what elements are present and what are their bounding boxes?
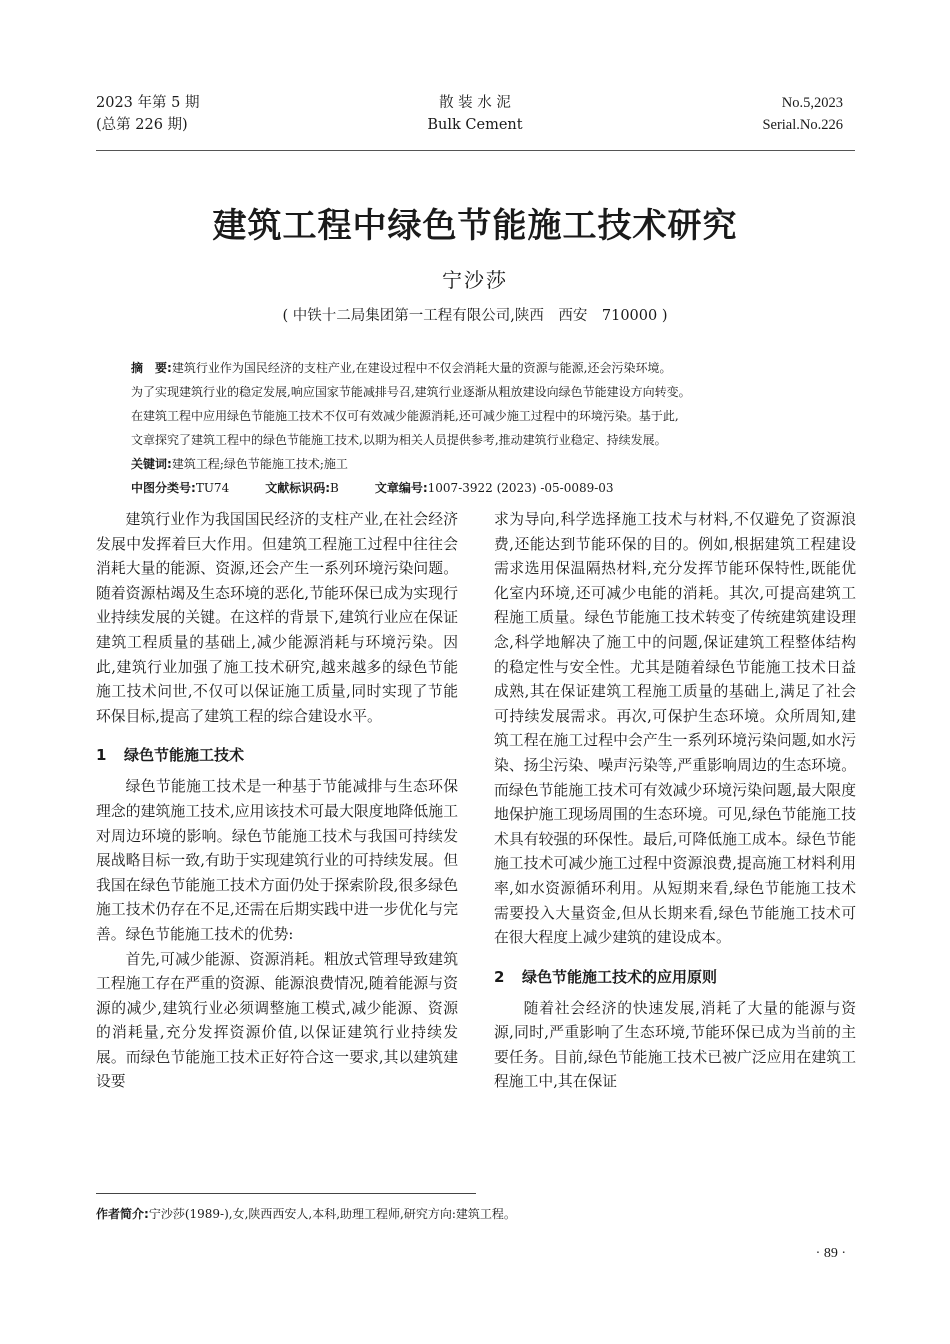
footnote-rule: [96, 1193, 476, 1194]
clc-label: 中图分类号:: [131, 481, 196, 495]
abstract-label: 摘 要:: [131, 361, 172, 375]
author-affiliation: ( 中铁十二局集团第一工程有限公司,陕西 西安 710000 ): [282, 308, 668, 324]
page-number: · 89 ·: [815, 1246, 846, 1261]
body-paragraph: 随着社会经济的快速发展,消耗了大量的能源与资源,同时,严重影响了生态环境,节能环保已成为当前的主要任务。目前,绿色节能施工技术已被广泛应用在建筑工程施工中,其在保证: [494, 999, 856, 1091]
header-rule: [96, 150, 855, 151]
header-right: [762, 92, 843, 136]
abstract-line-1: 摘 要:建筑行业作为国民经济的支柱产业,在建设过程中不仅会消耗大量的资源与能源,还会污染环境。: [131, 361, 672, 375]
author-name: 宁沙莎: [442, 268, 508, 292]
author-footnote: [96, 1204, 516, 1224]
doc-code-value: B: [330, 481, 339, 495]
issue-label: 2023 年第 5 期: [96, 95, 200, 111]
paper-title: 建筑工程中绿色节能施工技术研究: [212, 206, 738, 246]
article-number-label: 文章编号:: [374, 481, 428, 495]
body-column-left: [96, 508, 458, 1095]
serial-number: Serial.No.226: [762, 117, 843, 133]
keywords-line: [131, 452, 821, 476]
classification-line: [131, 476, 821, 500]
abstract-line-4: 文章探究了建筑工程中的绿色节能施工技术,以期为相关人员提供参考,推动建筑行业稳定、持续发展。: [131, 433, 667, 447]
footnote-text: 宁沙莎(1989-),女,陕西西安人,本科,助理工程师,研究方向:建筑工程。: [148, 1207, 516, 1221]
body-paragraph: 绿色节能施工技术是一种基于节能减排与生态环保理念的建筑施工技术,应用该技术可最大限度地降低施工对周边环境的影响。绿色节能施工技术与我国可持续发展战略目标一致,有助于实现建筑行业的可持续发展。但我国在绿色节能施工技术方面仍处于探索阶段,很多绿色施工技术仍存在不足,还需在后期实践中进一步优化与完善。绿色节能施工技术的优势:: [96, 778, 458, 943]
body-paragraph: 首先,可减少能源、资源消耗。粗放式管理导致建筑工程施工存在严重的资源、能源浪费情况,随着能源与资源的减少,建筑行业必须调整施工模式,减少能源、资源的消耗量,充分发挥资源价值,以保证建筑行业持续发展。而绿色节能施工技术正好符合这一要求,其以建筑建设要: [96, 950, 458, 1091]
doc-code-label: 文献标识码:: [265, 481, 331, 495]
issue-number: No.5,2023: [781, 95, 843, 111]
footnote-label: 作者简介:: [96, 1207, 149, 1221]
abstract-line-2: 为了实现建筑行业的稳定发展,响应国家节能减排号召,建筑行业逐渐从粗放建设向绿色节能建设方向转变。: [131, 385, 691, 399]
keywords-text: 建筑工程;绿色节能施工技术;施工: [171, 457, 348, 471]
keywords-label: 关键词:: [131, 457, 172, 471]
journal-name-cn: 散 装 水 泥: [439, 95, 511, 111]
section-heading-2: 2 绿色节能施工技术的应用原则: [494, 967, 718, 986]
journal-name-en: Bulk Cement: [427, 117, 523, 133]
body-paragraph: 求为导向,科学选择施工技术与材料,不仅避免了资源浪费,还能达到节能环保的目的。例如,根据建筑工程建设需求选用保温隔热材料,充分发挥节能环保特性,既能优化室内环境,还可减少电能的消耗。其次,可提高建筑工程施工质量。绿色节能施工技术转变了传统建筑建设理念,科学地解决了施工中的问题,保证建筑工程整体结构的稳定性与安全性。尤其是随着绿色节能施工技术日益成熟,其在保证建筑工程施工质量的基础上,满足了社会可持续发展需求。再次,可保护生态环境。众所周知,建筑工程在施工过程中会产生一系列环境污染问题,如水污染、扬尘污染、噪声污染等,严重影响周边的生态环境。而绿色节能施工技术可有效减少环境污染问题,最大限度地保护施工现场周围的生态环境。可见,绿色节能施工技术具有较强的环保性。最后,可降低施工成本。绿色节能施工技术可减少施工过程中资源浪费,提高施工材料利用率,如水资源循环利用。从短期来看,绿色节能施工技术需要投入大量资金,但从长期来看,绿色节能施工技术可在很大程度上减少建筑的建设成本。: [494, 511, 856, 947]
abstract-line-3: 在建筑工程中应用绿色节能施工技术不仅可有效减少能源消耗,还可减少施工过程中的环境污染。基于此,: [131, 409, 679, 423]
abstract-block: [131, 356, 821, 500]
total-issue-label: (总第 226 期): [96, 117, 188, 133]
body-column-right: [494, 508, 856, 1095]
article-number-value: 1007-3922 (2023) -05-0089-03: [427, 481, 614, 495]
section-heading-1: 1 绿色节能施工技术: [96, 746, 245, 765]
body-paragraph: 建筑行业作为我国国民经济的支柱产业,在社会经济发展中发挥着巨大作用。但建筑工程施工过程中往往会消耗大量的能源、资源,还会产生一系列环境污染问题。随着资源枯竭及生态环境的恶化,节能环保已成为实现行业持续发展的关键。在这样的背景下,建筑行业应在保证建筑工程质量的基础上,减少能源消耗与环境污染。因此,建筑行业加强了施工技术研究,越来越多的绿色节能施工技术问世,不仅可以保证施工质量,同时实现了节能环保目标,提高了建筑工程的综合建设水平。: [96, 511, 458, 725]
clc-value: TU74: [195, 481, 230, 495]
